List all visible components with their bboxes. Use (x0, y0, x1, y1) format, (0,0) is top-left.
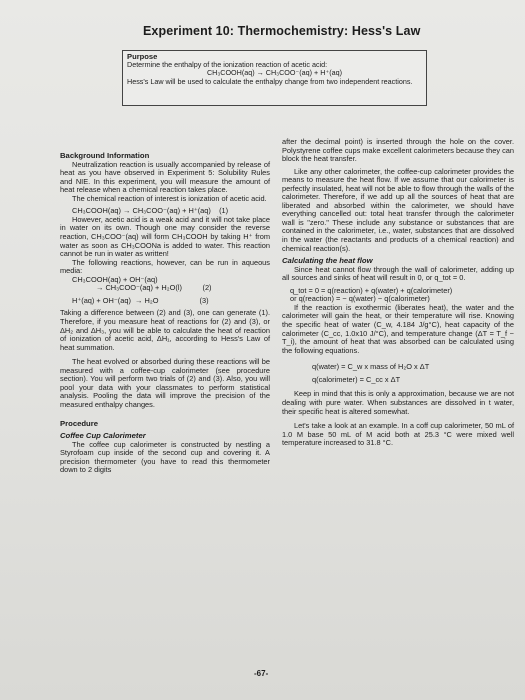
paragraph: The following reactions, however, can be run in aqueous media: (60, 257, 270, 276)
equation-2-line-2: → CH₃COO⁻(aq) + H₂O(l) (2) (96, 283, 212, 293)
paragraph: Keep in mind that this is only a approximation, because we are not dealing with pure water. When substances are dissolved in t water, their specific heat is altered somewhat. (282, 389, 514, 416)
paragraph: If the reaction is exothermic (liberates heat), the water and the calorimeter will gain the heat, or their temperature will rise. Knowing the specific heat of water (C_w, 4.184 J/g°C), heat capacity of the calorimeter (C_cc, 1.0x10 J/°C), and temperature change (ΔT = T_f − T_i), the amount of heat that was absorbed can be calculated using the following equations. (282, 302, 514, 355)
paragraph: Like any other calorimeter, the coffee-cup calorimeter provides the means to measure the heat flow. If we assume that our calorimeter is perfectly insulated, heat will not be able to flow through the walls of the calorimeter. Therefore, if we add up all the sources of heat that are liberated and absorbed within the calorimeter, we should have everything cancelled out: total heat transfer through the calorimeter wall is "zero." These include any substance or substances that are contained in the calorimeter, i.e., water, substances that are dissolved in the water (the reactants and products of a chemical reaction) and chemical reaction(s). (282, 166, 514, 253)
paragraph: after the decimal point) is inserted through the hole on the cover. Polystyrene coffee cups make excellent calorimeters because they can block the heat transfer. (282, 137, 514, 164)
paragraph: Taking a difference between (2) and (3), one can generate (1). Therefore, if you measure heat of reactions for (2) and (3), or ΔH₂ and ΔH₃, you will be able to calculate the heat of reaction of ionization of acetic acid, ΔH₁, according to Hess's Law of heat summation. (60, 308, 270, 352)
paragraph: Let's take a look at an example. In a coff cup calorimeter, 50 mL of 1.0 M base 50 mL of M acid both at 25.3 °C were mixed well temperature increased to 31.8 °C. (282, 421, 514, 448)
purpose-heading: Purpose (127, 52, 158, 61)
heat-flow-heading: Calculating the heat flow (282, 256, 373, 266)
page-title: Experiment 10: Thermochemistry: Hess's Law (143, 24, 421, 38)
paragraph: However, acetic acid is a weak acid and it will not take place in water on its own. Though one may consider the reverse reaction, CH₃COO⁻(aq) will form CH₃COOH by taking H⁺ from water as soon as CH₃COONa is added to water. This reaction cannot be run in water as written! (60, 214, 270, 259)
equation-2-line-1: CH₃COOH(aq) + OH⁻(aq) (72, 274, 158, 284)
paragraph: The coffee cup calorimeter is constructed by nestling a Styrofoam cup inside of the second cup and covering it. A precision thermometer (you have to read this thermometer down to 2 digits (60, 439, 270, 475)
paragraph: The chemical reaction of interest is ionization of acetic acid. (72, 193, 267, 203)
purpose-text-2: Hess's Law will be used to calculate the enthalpy change from two independent reactions. (127, 76, 413, 86)
paragraph: The heat evolved or absorbed during these reactions will be measured with a coffee-cup calorimeter (see procedure section). You will perform two trials of (2) and (3). Also, you will pool your data with your classmates to perform statistical analysis. Pooling the data will improve the precision of the measured enthalpy changes. (60, 357, 270, 409)
equation-reaction-heat: or q(reaction) = − q(water) − q(calorimeter) (290, 294, 430, 304)
page-number: -67- (254, 669, 269, 678)
purpose-equation: CH₃COOH(aq) → CH₃COO⁻(aq) + H⁺(aq) (206, 68, 343, 78)
background-heading: Background Information (60, 151, 150, 160)
equation-water-heat: q(water) = C_w x mass of H₂O x ΔT (312, 362, 430, 372)
paragraph: Since heat cannot flow through the wall of calorimeter, adding up all sources and sinks of heat will result in 0, or q_tot = 0. (282, 264, 514, 283)
equation-total-heat: q_tot = 0 = q(reaction) + q(water) + q(calorimeter) (290, 285, 453, 295)
left-column (60, 152, 270, 475)
coffee-cup-heading: Coffee Cup Calorimeter (60, 431, 146, 441)
procedure-heading: Procedure (60, 418, 99, 428)
paragraph: Neutralization reaction is usually accompanied by release of heat as you have observed in Experiment 5: Solubility Rules and NIE. In this experiment, you will measure the amount of heat release when a chemical reaction takes place. (60, 159, 270, 195)
equation-1: CH₃COOH(aq) → CH₃COO⁻(aq) + H⁺(aq) (1) (72, 206, 229, 216)
purpose-text: Determine the enthalpy of the ionization reaction of acetic acid: (127, 60, 328, 70)
purpose-box (122, 50, 427, 106)
equation-3: H⁺(aq) + OH⁻(aq) → H₂O (3) (72, 295, 209, 305)
right-column (282, 138, 514, 448)
equation-calorimeter-heat: q(calorimeter) = C_cc x ΔT (312, 374, 401, 384)
